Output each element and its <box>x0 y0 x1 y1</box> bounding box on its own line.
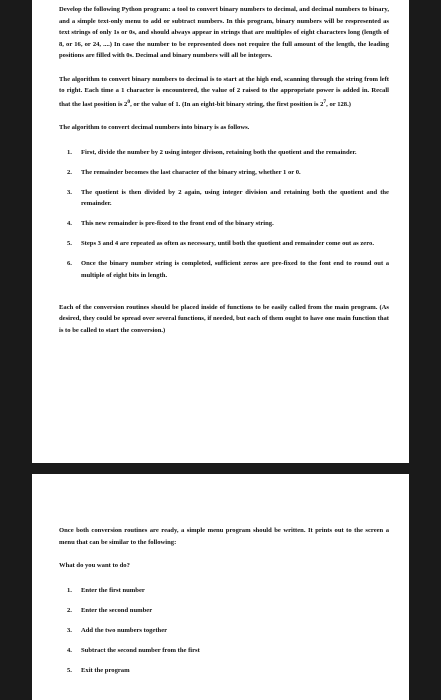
list-item <box>67 258 389 281</box>
menu-options-list <box>59 585 389 677</box>
step-number: 1. <box>67 148 72 156</box>
step-number: 6. <box>67 260 72 268</box>
step-text: First, divide the number by 2 using integer divison, retaining both the quotient and the remainder. <box>81 148 357 156</box>
menu-question: What do you want to do? <box>59 562 130 569</box>
step-number: 5. <box>67 240 72 248</box>
step-text: The quotient is then divided by 2 again, using integer division and retaining both the quotient and the remainder. <box>81 188 389 208</box>
document-page-2 <box>32 474 409 700</box>
binary-algorithm-text-b: , or the value of 1. (In an eight-bit binary string, the first position is 2 <box>130 100 324 108</box>
list-item <box>67 218 389 230</box>
list-item <box>67 585 389 597</box>
menu-number: 2. <box>67 606 72 614</box>
menu-text: Enter the second number <box>81 606 153 614</box>
step-number: 2. <box>67 168 72 176</box>
list-item <box>67 665 389 677</box>
step-text: The remainder becomes the last character of the binary string, whether 1 or 0. <box>81 168 301 176</box>
binary-algorithm-text-a: The algorithm to convert binary numbers to decimal is to start at the high end, scanning through the string from left to right. Each time a 1 character is encountered, the value of 2 raised to the appropriate power is added in. Recall that the last position is 2 <box>59 75 389 108</box>
list-item <box>67 645 389 657</box>
algorithm-steps-list <box>59 147 389 282</box>
list-item <box>67 238 389 250</box>
menu-text: Subtract the second number from the first <box>81 646 200 654</box>
menu-number: 1. <box>67 586 72 594</box>
decimal-algorithm-intro: The algorithm to convert decimal numbers into binary is as follows. <box>59 124 250 132</box>
menu-text: Enter the first number <box>81 586 145 594</box>
document-page-1 <box>32 0 409 463</box>
step-number: 3. <box>67 188 72 196</box>
step-text: This new remainder is pre-fixed to the front end of the binary string. <box>81 220 274 228</box>
list-item <box>67 605 389 617</box>
exponent-seven: 7 <box>323 98 327 105</box>
menu-number: 4. <box>67 646 72 654</box>
step-number: 4. <box>67 220 72 228</box>
menu-intro-paragraph: Once both conversion routines are ready, a simple menu program should be written. It prints out to the screen a menu that can be similar to the following: <box>59 527 389 546</box>
list-item <box>67 187 389 210</box>
conclusion-paragraph: Each of the conversion routines should be placed inside of functions to be easily called from the main program. (As desired, they could be spread over several functions, if needed, but each of them ought to have one main function that is to be called to start the conversion.) <box>59 303 389 334</box>
step-text: Once the binary number string is completed, sufficient zeros are pre-fixed to the font end to round out a multiple of eight bits in length. <box>81 260 389 279</box>
list-item <box>67 147 389 159</box>
intro-paragraph: Develop the following Python program: a tool to convert binary numbers to decimal, and decimal numbers to binary, and a simple text-only menu to add or subtract numbers. In this program, binary numbers will be respresented as text strings of only 1s or 0s, and should always appear in strings that are multiples of eight characters long (length of 8, or 16, or 24, ....) In case the number to be represented does not require the full amount of the length, the leading positions are filled with 0s. Decimal and binary numbers will all be integers. <box>59 6 389 59</box>
exponent-zero: 0 <box>127 98 131 105</box>
list-item <box>67 167 389 179</box>
menu-number: 5. <box>67 666 72 674</box>
binary-algorithm-text-c: , or 128.) <box>326 100 351 108</box>
menu-text: Add the two numbers together <box>81 626 168 634</box>
menu-number: 3. <box>67 626 72 634</box>
menu-text: Exit the program <box>81 666 130 674</box>
binary-algorithm-paragraph <box>59 74 389 111</box>
step-text: Steps 3 and 4 are repeated as often as necessary, until both the quotient and remainder come out as zero. <box>81 240 374 248</box>
list-item <box>67 625 389 637</box>
